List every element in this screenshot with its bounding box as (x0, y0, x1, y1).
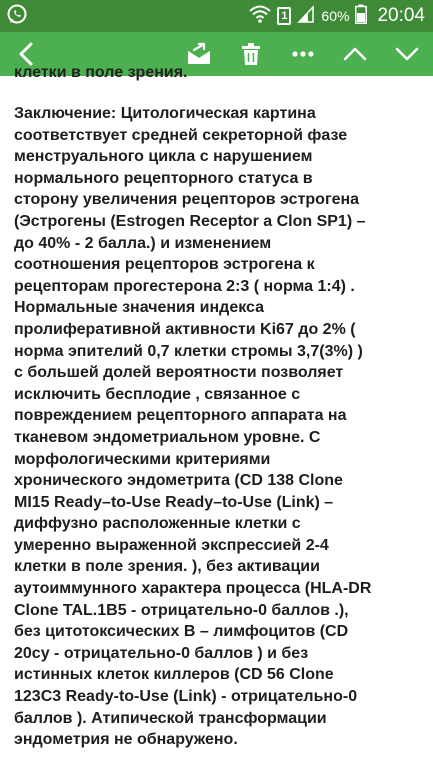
message-body-area[interactable] (0, 64, 433, 770)
status-bar (0, 0, 433, 32)
signal-icon (297, 5, 315, 28)
status-clock: 20:04 (377, 5, 425, 26)
more-dots-icon (291, 50, 315, 58)
trash-icon (241, 42, 261, 66)
clipped-previous-line: клетки в поле зрения. (14, 64, 188, 81)
chevron-down-icon (395, 47, 419, 61)
whatsapp-icon (6, 3, 28, 30)
wifi-icon (249, 5, 271, 28)
sim-badge: 1 (277, 7, 291, 25)
chevron-up-icon (343, 47, 367, 61)
battery-percent: 60% (321, 8, 350, 24)
conclusion-text: Заключение: Цитологическая картина соответствует средней секреторной фазе менструального цикла с нарушением нормального рецепторного статуса в сторону увеличения рецепторов эстрогена (Эстрогены (Estrogen Receptor a Clon SP1) – до 40% - 2 балла.) и изменением соотношения рецепторов эстрогена к рецепторам прогестерона 2:3 ( норма 1:4) . Нормальные значения индекса пролиферативной активности Ki67 до 2% ( норма эпителий 0,7 клетки стромы 3,7(3%) ) с большей долей вероятности позволяет исключить бесплодие , связанное с повреждением рецепторного аппарата на тканевом эндометриальном уровне. С морфологическими критериями хронического эндометрита (CD 138 Clone MI15 Ready–to-Use Ready–to-Use (Link) – диффузно расположенные клетки с умеренно выраженной экспрессией 2-4 клетки в поле зрения. ), без активации аутоиммунного характера процесса (HLA-DR Clone TAL.1B5 - отрицательно-0 баллов .), без цитотоксических В – лимфоцитов (CD 20cy - отрицательно-0 баллов ) и без истинных клеток киллеров (CD 56 Clone 123C3 Ready-to-Use (Link) - отрицательно-0 баллов ). Атипической трансформации эндометрия не обнаружено. (14, 105, 372, 749)
battery-icon (355, 4, 367, 29)
move-to-folder-icon (186, 42, 212, 66)
back-arrow-icon (18, 42, 34, 66)
